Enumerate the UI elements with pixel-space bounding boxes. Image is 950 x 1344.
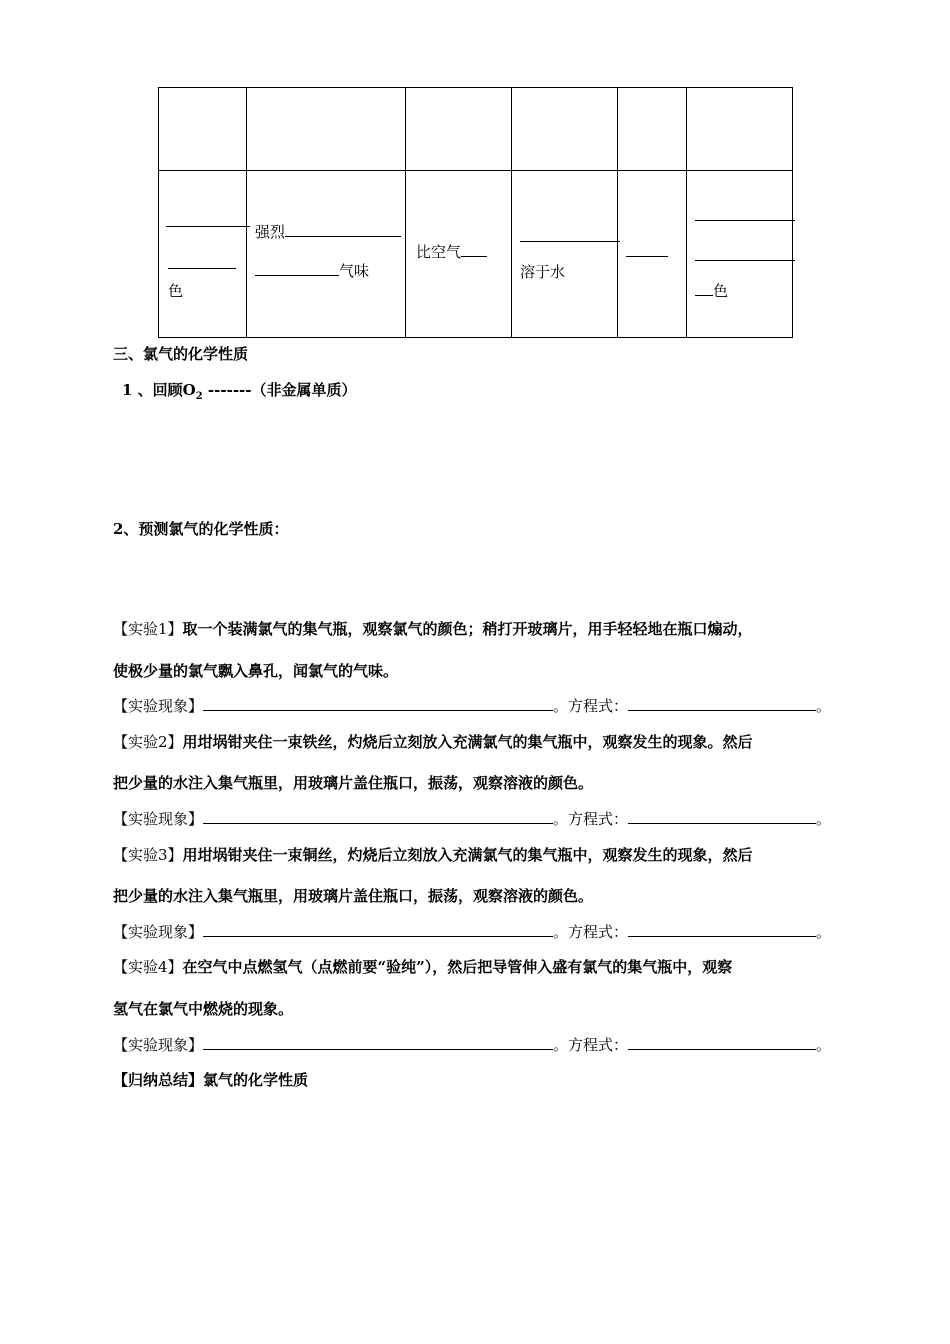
odor-suffix: 气味 <box>339 262 370 280</box>
equation-blank[interactable] <box>628 809 816 824</box>
experiment-4-line1: 【实验4】在空气中点燃氢气（点燃前要“验纯”），然后把导管伸入盛有氯气的集气瓶中，观察 <box>113 958 733 976</box>
table-header-row <box>159 88 793 171</box>
density-cell <box>406 171 512 338</box>
summary-line: 【归纳总结】氯气的化学性质 <box>113 1071 309 1089</box>
equation-blank[interactable] <box>628 1035 816 1050</box>
experiment-2-answer: 【实验现象】 。方程式： 。 <box>113 810 832 828</box>
experiment-1-line1: 【实验1】取一个装满氯气的集气瓶，观察氯气的颜色；稍打开玻璃片，用手轻轻地在瓶口煽动， <box>113 620 753 638</box>
color2-suffix: 色 <box>713 282 729 300</box>
table-cell <box>406 88 512 171</box>
equation-blank[interactable] <box>628 922 816 937</box>
predict-item: 2、预测氯气的化学性质： <box>113 520 289 538</box>
experiment-tag: 【实验2】 <box>113 733 183 751</box>
experiment-tag: 【实验1】 <box>113 620 183 638</box>
odor-prefix: 强烈 <box>255 223 286 241</box>
experiment-2-line1: 【实验2】用坩埚钳夹住一束铁丝，灼烧后立刻放入充满氯气的集气瓶中，观察发生的现象。然后 <box>113 733 753 751</box>
experiment-4-answer: 【实验现象】 。方程式： 。 <box>113 1036 832 1054</box>
phenomenon-blank[interactable] <box>203 809 553 824</box>
phenomenon-blank[interactable] <box>203 922 553 937</box>
experiment-1-answer: 【实验现象】 。方程式： 。 <box>113 697 832 715</box>
density-prefix: 比空气 <box>416 243 462 261</box>
section-heading: 三、氯气的化学性质 <box>113 345 249 363</box>
equation-blank[interactable] <box>628 696 816 711</box>
toxicity-cell <box>618 171 687 338</box>
color-suffix: 色 <box>168 282 184 300</box>
odor-cell <box>247 171 406 338</box>
solubility-cell <box>512 171 618 338</box>
experiment-3-answer: 【实验现象】 。方程式： 。 <box>113 923 832 941</box>
experiment-1-line2: 使极少量的氯气飘入鼻孔，闻氯气的气味。 <box>113 662 399 680</box>
table-cell <box>247 88 406 171</box>
review-o2-item: 1 、回顾$O_2$ -------（非金属单质） <box>122 381 357 402</box>
experiment-4-line2: 氢气在氯气中燃烧的现象。 <box>113 1000 294 1018</box>
color-cell <box>159 171 247 338</box>
experiment-tag: 【实验4】 <box>113 958 183 976</box>
experiment-2-line2: 把少量的水注入集气瓶里，用玻璃片盖住瓶口，振荡，观察溶液的颜色。 <box>113 774 594 792</box>
physical-properties-table <box>158 87 793 338</box>
table-row <box>159 171 793 338</box>
phenomenon-blank[interactable] <box>203 696 553 711</box>
table-cell <box>687 88 793 171</box>
experiment-3-line1: 【实验3】用坩埚钳夹住一束铜丝，灼烧后立刻放入充满氯气的集气瓶中，观察发生的现象，然后 <box>113 846 753 864</box>
color2-cell <box>687 171 793 338</box>
table-cell <box>159 88 247 171</box>
table-cell <box>512 88 618 171</box>
solubility-suffix: 溶于水 <box>520 263 566 281</box>
experiment-3-line2: 把少量的水注入集气瓶里，用玻璃片盖住瓶口，振荡，观察溶液的颜色。 <box>113 887 594 905</box>
experiment-tag: 【实验3】 <box>113 846 183 864</box>
phenomenon-blank[interactable] <box>203 1035 553 1050</box>
table-cell <box>618 88 687 171</box>
